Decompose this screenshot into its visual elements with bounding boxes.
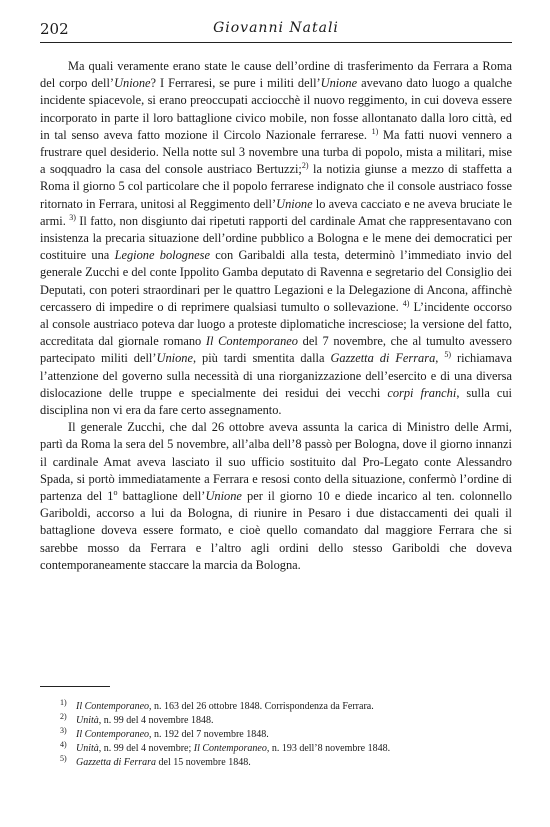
paragraph [40,419,512,574]
footnote-source: Gazzetta di Ferrara [76,757,156,768]
footnote-text: , n. 193 dell’8 novembre 1848. [266,743,391,754]
footnote-source: Il Contemporaneo [76,701,150,712]
text-run: battaglione dell’ [117,489,206,504]
italic-run: Unione [205,489,242,504]
text-run: L’incidente occorso al console austriaco poteva dar luogo a proteste diplomatiche incresciose; la versione del fatto, accreditata dal giornale romano [40,299,512,349]
text-run: richiamava l’attenzione del governo sulla necessità di una riorganizzazione dell’esercito e di una diversa dislocazione delle truppe e specialmente dei residui dei vecchi [40,351,512,400]
footnote-text: , n. 99 del 4 novembre; [98,743,194,754]
text-run: ? I Ferraresi, se pure i militi dell’ [150,76,321,91]
footnote-divider [40,686,110,687]
footnote-source: Unità [76,743,99,754]
italic-run: Unione [320,76,358,91]
text-run: Il generale Zucchi, che dal 26 ottobre aveva assunta la carica di Ministro delle Armi, partì da Roma la sera del 5 novembre, all’alba dell’8 passò per Bologna, dove il giorno innanzi il cardinale Amat aveva lasciato il suo ufficio sostituito dal Pro-Legato conte Alessandro Spada, si portò immediatamente a Ferrara e resosi conto della situazione, confermò l’ordine di partenza del 1 [40,420,512,504]
footnote: $^{2)}$ Unità, n. 99 del 4 novembre 1848. [60,711,214,726]
text-run: , [435,351,439,366]
footnote: $^{4)}$ Unità, n. 99 del 4 novembre; Il Contemporaneo, n. 193 dell’8 novembre 1848. [60,739,391,754]
body-text [40,58,512,574]
footnote-ref: 1) [371,126,379,136]
text-run: Il fatto, non disgiunto dai ripetuti rapporti del cardinale Amat che rappresentavano con insistenza la precaria situazione dell’ordine pubblico a Bologna e le mene dei democratici per costituire una [40,213,512,263]
footnote-text: , n. 192 del 7 novembre 1848. [149,729,269,740]
italic-run: corpi franchi [387,385,457,400]
italic-run: Unione [114,76,151,91]
text-run: avevano dato luogo a qualche incidente spiacevole, si erano preoccupati acciocchè il nuovo reggimento, in cui doveva essere incorporato in parte il loro battaglione civico mobile, non fosse allontanato dalla loro città, ed in tal senso aveva fatto mozione il Circolo Nazionale ferrarese. [40,76,512,142]
footnote: $^{1)}$ Il Contemporaneo, n. 163 del 26 ottobre 1848. Corrispondenza da Ferrara. [60,697,374,712]
text-run: lo aveva cacciato e ne aveva bruciate le armi. [40,196,512,228]
text-run: del 7 novembre, che al tumulto avessero partecipato militi dell’ [40,334,512,366]
italic-run: Il Contemporaneo [205,334,298,349]
text-run: la notizia giunse a mezzo di staffetta a Roma il giorno 5 col particolare che il popolo ferrarese indignato che il console austriaco fosse ritornato in Ferrara, unitosi al Reggimento dell’ [40,162,513,211]
text-run: per il giorno 10 e diede incarico al ten. colonnello Gariboldi, accorso a lui da Bologna, di riunire in Pesaro i due distaccamenti dei quali il battaglione doveva essere formato, e cioè quello comandato dal maggiore Ferrara che si sarebbe mosso da Ferrara e l’altro agli ordini dello stesso Gariboldi che doveva contemporaneamente staccare la marcia da Bologna. [40,489,513,572]
page-header [40,20,512,43]
footnote-text: del 15 novembre 1848. [156,757,251,768]
footnote: $^{3)}$ Il Contemporaneo, n. 192 del 7 novembre 1848. [60,725,269,740]
text-run: , sulla cui disciplina non vi era da fare certo assegnamento. [40,385,512,418]
footnotes [60,697,500,770]
text-run: con Garibaldi alla testa, determinò l’immediato invio del generale Zucchi e del conte Ippolito Gamba deputato di Ravenna e segretario del Consiglio dei Deputati, con poteri straordinari per le quattro Legazioni e la Delegazione di Ancona, affinchè cercassero di impedire o di reprimere qualsiasi tumulto o sollevazione. [40,248,512,314]
footnote-source: Unità [76,715,99,726]
text-run: Ma quali veramente erano state le cause dell’ordine di trasferimento da Ferrara a Roma del corpo dell’ [40,59,512,91]
text-run: , più tardi smentita dalla [192,351,331,366]
page-number: 202 [40,20,69,38]
text-run: Ma fatti nuovi vennero a frustrare quel desiderio. Nella notte sul 3 novembre una turba di popolo, mista a militari, mise a soqquadro la casa del console austriaco Bertuzzi; [40,127,512,177]
italic-run: Unione [276,196,313,211]
ordinal-superscript: o [113,487,118,497]
footnote-text: , n. 163 del 26 ottobre 1848. Corrispondenza da Ferrara. [149,701,374,712]
footnote-text: , n. 99 del 4 novembre 1848. [98,715,214,726]
footnote-source: Il Contemporaneo [193,743,267,754]
italic-run: Unione [156,351,193,366]
footnote-ref: 4) [402,298,410,308]
paragraph [40,58,512,419]
italic-run: Legione bolognese [114,248,210,263]
footnote-ref: 3) [69,212,76,222]
footnote: $^{5)}$ Gazzetta di Ferrara del 15 novembre 1848. [60,753,251,768]
footnote-ref: 5) [444,350,451,360]
footnote-ref: 2) [301,161,309,171]
footnote-source: Il Contemporaneo [76,729,150,740]
italic-run: Gazzetta di Ferrara [330,351,436,366]
running-head: Giovanni Natali [213,20,339,36]
